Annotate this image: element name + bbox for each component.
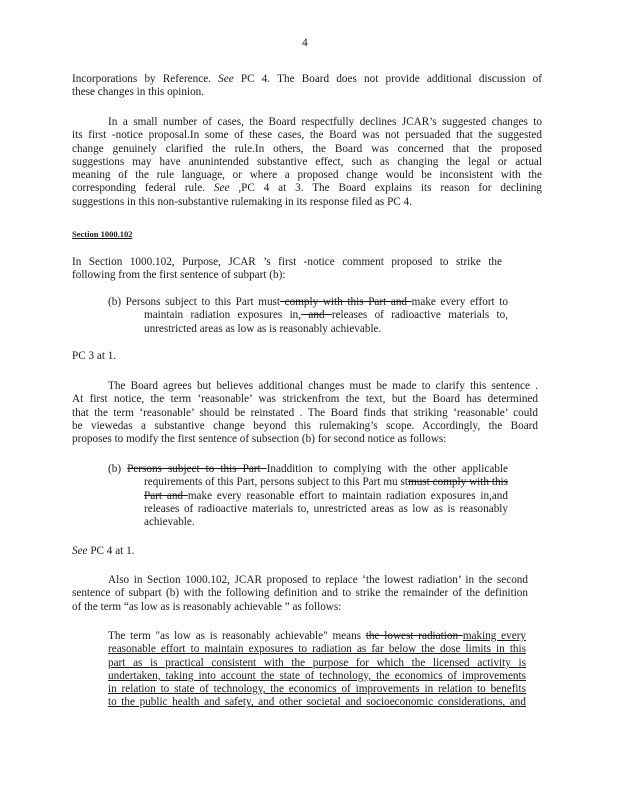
paragraph-also-in-section: Also in Section 1000.102, JCAR proposed to replace ‘the lowest radiation’ in the second sentence of subpart (b) with the following definition and to strike the remainder of the definition of the term “as low as is reasonably achievable ” as follows: [72,574,528,613]
citation-see-pc4: See PC 4 at 1. [72,545,135,557]
paragraph-declines-suggestions: In a small number of cases, the Board respectfully declines JCAR’s suggested changes to its first -notice proposal.In some of these cases, the Board was not persuaded that the suggested change genuinely clarified the rule.In others, the Board was concerned that the proposed suggestions may have anunintended substantive effect, such as changing the legal or actual meaning of the rule language, or where a proposed change would be inconsistent with the corresponding federal rule. See ,PC 4 at 3. The Board explains its reason for declining suggestions in this non-substantive rulemaking in its response filed as PC 4. [72,116,542,208]
quote-alara-definition: The term "as low as is reasonably achievable" means the lowest radiation making every reasonable effort to maintain exposures to radiation as far below the dose limits in this part as is practical consistent with the purpose for which the licensed activity is undertaken, taking into account the state of technology, the economics of improvements in relation to state of technology, the economics of improvements in relation to benefits to the public health and safety, and other societal and socioeconomic considerations, and [108,630,527,709]
quote-subpart-b-first: (b) Persons subject to this Part must comply with this Part and make every effort to maintain radiation exposures in, and releases of radioactive materials to, unrestricted areas as low as is reasonably achievable. [108,296,509,335]
page-number: 4 [302,37,308,49]
section-heading: Section 1000.102 [72,229,133,239]
quote-subpart-b-second: (b) Persons subject to this Part Inaddition to complying with the other applicable requirements of this Part, persons subject to this Part mu stmust comply with this Part and make every reasonable effort to maintain radiation exposures in,and releases of radioactive materials to, unrestricted areas as low as is reasonably achievable. [108,463,509,529]
paragraph-section-purpose: In Section 1000.102, Purpose, JCAR ’s first -notice comment proposed to strike the following from the first sentence of subpart (b): [72,256,502,282]
citation-pc3: PC 3 at 1. [72,350,117,362]
paragraph-board-agrees: The Board agrees but believes additional changes must be made to clarify this sentence . At first notice, the term ‘reasonable’ was strickenfrom the text, but the Board has determined that the term ‘reasonable’ should be reinstated . The Board finds that striking ‘reasonable’ could be viewedas a substantive change beyond this rulemaking’s scope. Accordingly, the Board proposes to modify the first sentence of subsection (b) for second notice as follows: [72,380,538,446]
paragraph-incorporations: Incorporations by Reference. See PC 4. The Board does not provide additional discussion of these changes in this opinion. [72,73,542,99]
